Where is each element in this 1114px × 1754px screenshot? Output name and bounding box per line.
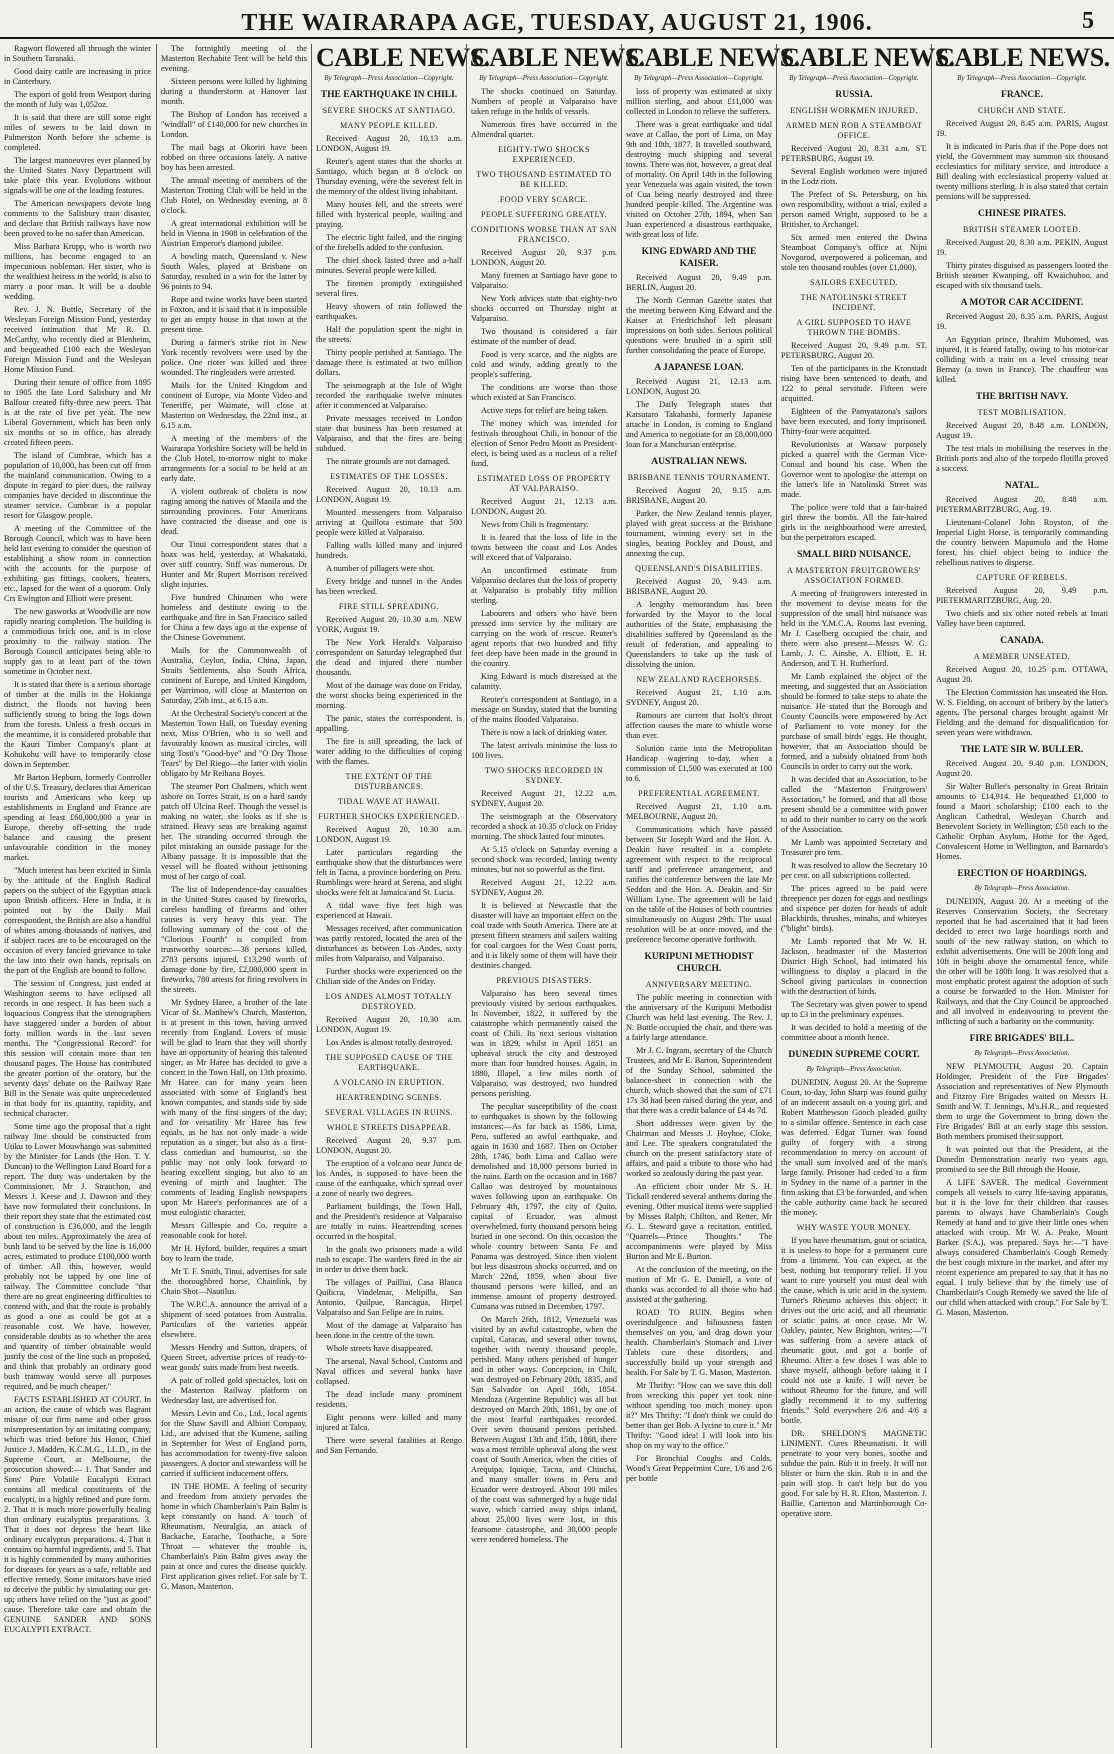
article-subheading: TEST MOBILISATION.: [977, 408, 1067, 417]
article-paragraph: Received August 21, 12.13 a.m. LONDON, August 20.: [626, 377, 772, 396]
column-3: [316, 43, 490, 1748]
article-paragraph: Many houses fell, and the streets were filled with hysterical people, wailing and praying.: [316, 200, 462, 229]
article-paragraph: NEW PLYMOUTH, August 20. Captain Holdinger, President of the Fire Brigades' Association and representatives of New Plymouth and Fitzroy Fire Brigades waited on Messrs H. Smith and W. T. Jennings, M's.H.R., and requested them to urge the Government to bring down the Fire Brigades' Bill at an early stage this session. Both members promised their support.: [936, 1062, 1108, 1141]
article-paragraph: The shocks continued on Saturday. Numbers of people at Valparaiso have taken refuge in the holds of vessels.: [471, 87, 617, 116]
article-headline: THE BRITISH NAVY.: [975, 392, 1069, 402]
article-headline: THE LATE SIR W. BULLER.: [960, 745, 1084, 755]
article-headline: NATAL.: [1004, 481, 1040, 491]
article-paragraph: Short addresses were given by the Chairman and Messrs J. Hoyhoe, Cloke, and Lee. The speakers congratulated the church on the present satisfactory state of affairs, and paid a tribute to those who had worked so zealously during the past year.: [626, 1119, 772, 1178]
article-paragraph: It is indicated in Paris that if the Pope does not yield, the Government may summon six thousand ecclesiastics for military service, and introduce a Bill dealing with ecclesiastical property valued at twenty millions sterling. It is also stated that certain pensions will be suppressed.: [936, 142, 1108, 201]
article-subheading: LOS ANDES ALMOST TOTALLY DESTROYED.: [325, 992, 453, 1011]
article-paragraph: Mails for the United Kingdom and continent of Europe, via Monte Video and Teneriffe, per Waimate, will close at Masterton on Wednesday, the 22nd inst., at 6.15 a.m.: [161, 381, 307, 430]
article-paragraph: The dead include many prominent residents.: [316, 1390, 462, 1409]
article-paragraph: The panic, states the correspondent, is appalling.: [316, 714, 462, 733]
article-paragraph: The Secretary was given power to spend up to £3 in the preliminary expenses.: [781, 1000, 927, 1019]
article-paragraph: In the goals two prisoners made a wild rush to escape. The warders fired in the air in order to drive them back.: [316, 1245, 462, 1274]
article-paragraph: Parliament buildings, the Town Hall, and the President's residence at Valparaiso are totally in ruins. Heartrending scenes occurred in the hospital.: [316, 1202, 462, 1241]
article-subheading: CONDITIONS WORSE THAN AT SAN FRANCISCO.: [471, 225, 618, 244]
article-paragraph: A lengthy memorandum has been forwarded by the Mayor to the local authorities of the State, emphasising the disabilities suffered by Queensland as the result of federation, and appealing to Queenslanders to take up the task of dissolving the union.: [626, 600, 772, 669]
section-masthead: CABLE NEWS.: [316, 43, 490, 72]
article-subheading: THE NATOLINSKI STREET INCIDENT.: [800, 293, 908, 312]
article-paragraph: The public meeting in connection with the anniversary of the Kuripuni Methodist Church was held last evening. The Rev. J. N. Buttle occupied the chair, and there was a fairly large attendance.: [626, 993, 772, 1042]
article-headline: A JAPANESE LOAN.: [654, 363, 744, 373]
article-paragraph: The arsenal, Naval School, Customs and Naval offices and several banks have collapsed.: [316, 1357, 462, 1386]
article-paragraph: During their tenure of office from 1895 to 1905 the late Lord Salisbury and Mr Balfour created fifty-three new peers. That is at the rate of five per year. The new Liberal Government, which has been only six months or so in office, has already created fifteen peers.: [4, 378, 151, 447]
article-paragraph: Miss Barbara Krupp, who is worth two millions, has become engaged to an impecunious nobleman. Her sister, who is the wealthiest heiress in the world, is also to marry a poor man. It will be a double wedding.: [4, 242, 151, 301]
article-paragraph: Received August 20, 10.13 a.m. LONDON, August 19.: [316, 134, 462, 153]
byline: By Telegraph—Press Association—Copyright.: [479, 74, 609, 82]
article-paragraph: It was resolved to allow the Secretary 10 per cent. on all subscriptions collected.: [781, 861, 927, 880]
article-subheading: EIGHTY-TWO SHOCKS EXPERIENCED.: [498, 145, 590, 164]
article-headline: RUSSIA.: [835, 90, 873, 100]
article-paragraph: The Bishop of London has received a "windfall" of £140,000 for new churches in London.: [161, 110, 307, 139]
article-paragraph: Ragwort flowered all through the winter in Southern Taranaki.: [4, 44, 151, 63]
article-paragraph: Received August 21, 12.22 a.m. SYDNEY, August 20.: [471, 789, 617, 808]
section-masthead: CABLE NEWS.: [936, 43, 1110, 72]
article-paragraph: The steamer Port Chalmers, which went ashore on Torres Strait, is on a hard sandy patch off Ulcina Reef. Though the vessel is making no water, she looks as if she is strained. Heavy seas are breaking against her. The stranding occurred through the pilot mistaking an outside passage for the Albany passage. It is impossible that the vessel will be floated without jettisoning most of her cargo of coal.: [161, 782, 307, 881]
article-paragraph: Whole streets have disappeared.: [326, 1344, 433, 1353]
article-paragraph: The Election Commission has unseated the Hon. W. S. Fielding, on account of bribery by the latter's agents. The personal charges brought against Mr Fielding and the demand for disqualification for seven years were withdrawn.: [936, 688, 1108, 737]
article-paragraph: Active steps for relief are being taken.: [481, 406, 608, 415]
article-paragraph: Falling walls killed many and injured hundreds.: [316, 541, 462, 560]
article-subheading: BRITISH STEAMER LOOTED.: [963, 225, 1081, 234]
article-paragraph: The New York Herald's Valparaiso correspondent on Saturday telegraphed that the dead and injured there number thousands.: [316, 638, 462, 677]
article-paragraph: The island of Cumbrae, which has a population of 10,000, has been cut off from the mainland communication. Owing to a dispute in regard to pier dues, the railway companies have decided to discontinue the steamer service. Cumbrae is a popular resort for Glasgow people.: [4, 451, 151, 520]
article-paragraph: Mr Thrifty: "How can we save this doll from wrecking this paper yet took nine without spending too much money upon it?" Mrs Thrifty: "I don't think we could do better than get Bob. A lycine to cure it." Mr Thrifty: "Good idea! I will look into his shop on my way to the office.": [626, 1381, 772, 1450]
article-paragraph: The seismograph at the Isle of Wight recorded the earthquake twelve minutes after it commenced at Valparaiso.: [316, 381, 462, 410]
article-paragraph: It is believed at Newcastle that the disaster will have an important effect on the coal trade with South America. There are at present fifteen steamers and sailers waiting for coal cargoes for the West Coast ports, and it is likely some of them will have their destinies changed.: [471, 901, 617, 970]
article-paragraph: Every bridge and tunnel in the Andes has been wrecked.: [316, 577, 462, 596]
article-paragraph: The annual meeting of members of the Masterton Trotting Club will be held in the Club Hotel, on Wednesday evening, at 8 o'clock.: [161, 176, 307, 215]
article-paragraph: It was decided to hold a meeting of the committee about a month hence.: [781, 1023, 927, 1042]
article-paragraph: Heavy showers of rain followed the earthquakes.: [316, 302, 462, 321]
column-divider: [776, 44, 777, 1748]
page-number: 5: [1082, 8, 1094, 34]
article-paragraph: The test trials in mobilising the reserves in the British ports and also of the torpedo flotilla proved a success.: [936, 444, 1108, 473]
article-paragraph: An efficient choir under Mr S. H. Tickall rendered several anthems during the evening. Other musical items were supplied by Misses Ralph, Chilton, and Retter, Mr G. L. Steward gave a recitation, entitled, "Quarrels—Prince Thoughts." The accompaniments were played by Miss Burton and Mr E. Burton.: [626, 1182, 772, 1261]
article-paragraph: Most of the damage was done on Friday, the worst shocks being experienced in the morning.: [316, 681, 462, 710]
article-paragraph: At the conclusion of the meeting, on the motion of Mr G. E. Daniell, a vote of thanks was accorded to all those who had assisted at the gathering.: [626, 1265, 772, 1304]
column-divider: [311, 44, 312, 1748]
article-paragraph: Numerous fires have occurred in the Almendral quarter.: [471, 120, 617, 139]
article-paragraph: A bowling match, Queensland v. New South Wales, played at Brisbane on Saturday, resulted in a win for the latter by 96 points to 94.: [161, 252, 307, 291]
column-divider: [931, 44, 932, 1748]
article-paragraph: New York advices state that eighty-two shocks occurred on Thursday night at Valparaiso.: [471, 294, 617, 323]
article-subheading: THE SUPPOSED CAUSE OF THE EARTHQUAKE.: [325, 1053, 453, 1072]
article-subheading: PEOPLE SUFFERING GREATLY.: [480, 210, 607, 219]
column-7: [936, 44, 1108, 1748]
article-paragraph: The list of Independence-day casualties in the United States caused by fireworks, careless handling of firearms and other causes is very heavy this year. The following summary of the cost of the "Glorious Fourth" is compiled from trustworthy sources:—38 persons killed, 2783 persons injured, £13,290 worth of damage done by fire, £2,000,000 spent in fireworks, 780 arrests for firing revolvers in the streets.: [161, 885, 307, 994]
article-subheading: BRISBANE TENNIS TOURNAMENT.: [627, 473, 771, 482]
column-1: [4, 44, 151, 1748]
article-headline: AUSTRALIAN NEWS.: [651, 457, 747, 467]
article-paragraph: Received August 20, 9.15 a.m. BRISBANE, August 20.: [626, 486, 772, 505]
article-subheading: ENGLISH WORKMEN INJURED.: [790, 106, 918, 115]
article-paragraph: News from Chili is fragmentary.: [481, 520, 589, 529]
article-paragraph: The villages of Pailliai, Casa Blanca Quilicra, Vindelmar, Melipilla, San Antonio, Quilpue, Rancagua, Hirpel Valparaiso and San Felipe are in ruins.: [316, 1278, 462, 1317]
article-paragraph: Communications which have passed between Sir Joseph Ward and the Hon. A. Deakin have resulted in a complete agreement with respect to the reciprocal tariff and preference arrangement, and ratifies the conference between the late Mr Seddon and the Hon. A. Deakin and Sir William Lyne. The agreement will be laid on the table of the Houses of both countries simultaneously on August 29th. The usual resolution will be at once moved, and the preference become operative forthwith.: [626, 825, 772, 944]
article-paragraph: Mr Lamb reported that Mr W. H. Jackson, headmaster of the Masterton District High School, had intimated his willingness to display a placard in the School giving particulars in connection with the destruction of birds.: [781, 937, 927, 996]
article-paragraph: There were several fatalities at Rengo and San Fernando.: [316, 1436, 462, 1455]
article-paragraph: Received August 20, 10.30 a.m. LONDON, August 19.: [316, 825, 462, 844]
article-paragraph: Received August 21, 1.10 a.m. SYDNEY, August 20.: [626, 688, 772, 707]
article-paragraph: Many firemen at Santiago have gone to Valparaiso.: [471, 271, 617, 290]
article-paragraph: Received August 20, 10.13 a.m. LONDON, August 19.: [316, 485, 462, 504]
article-paragraph: Private messages received in London state that business has been resumed at Valparaiso, and that the fires are being subdued.: [316, 414, 462, 453]
article-paragraph: The Daily Telegraph states that Katsutaro Takahashi, formerly Japanese attache in London, is coming to England and America to negotiate for an £8,000,000 loan for a Manchurian enterprise.: [626, 400, 772, 449]
article-paragraph: Mr Barton Hepburn, formerly Controller of the U.S. Treasury, declares that American tourists and Americans who keep up establishments in England and France are spending at least £60,000,000 a year in Europe, thereby off-setting the trade balance and causing the present unfavourable condition in the money market.: [4, 773, 151, 862]
article-paragraph: Thirty people perished at Santiago. The damage there is estimated at two million dollars.: [316, 348, 462, 377]
article-subheading: A VOLCANO IN ERUPTION.: [333, 1078, 445, 1087]
article-paragraph: The peculiar susceptibility of the coast to earthquakes is shown by the following instances:—As far back as 1586, Lima, Peru, suffered an awful earthquake, and again in 1630 and 1687. Then on October 28th, 1746, both Lima and Callao were demolished and 18,000 persons buried in the ruins. Earth on the occasion and in 1687 Callao was destroyed by mountainous waves following upon an earthquake. On February 4th, 1797, the city of Quito, capital of Ecuador, was almost overwhelmed, forty thousand persons being buried in one second. On this occasion the whole country between Santa Fe and Panama was destroyed. Since then violent but less disastrous shocks occurred, and on March 22nd, 1859, when about five thousand persons were killed, and an immense amount of property destroyed. Cumana was ruined in December, 1797.: [471, 1102, 617, 1311]
article-subheading: FOOD VERY SCARCE.: [499, 195, 589, 204]
column-5: [626, 43, 800, 1748]
article-paragraph: Mr H. Hyford, builder, requires a smart boy to learn the trade.: [161, 1244, 307, 1263]
article-paragraph: Received August 21, 12.22 a.m. SYDNEY, August 20.: [471, 878, 617, 897]
article-paragraph: DR. SHELDON'S MAGNETIC LINIMENT. Cures Rheumatism. It will penetrate to your very bones, soothe and subdue the pain. Rub it in freely. It will not blister or burn the skin. Rub it in and the pain will stop. It can't help but do you good. For sale by H. R. Elton, Masterton. J. Baillie, Carterton and Martinborough Co-operative store.: [781, 1429, 927, 1518]
article-subheading: SEVERE SHOCKS AT SANTIAGO.: [322, 106, 456, 115]
article-paragraph: Further shocks were experienced on the Chilian side of the Andes on Friday.: [316, 967, 462, 986]
article-paragraph: A meeting of the Committee of the Borough Council, which was to have been held last evening to consider the question of establishing a show room in connection with the accounts for the purpose of exhibiting gas fittings, cookers, heaters, etc., lapsed for the want of a quorum. Only Crs Ewington and Elliott were present.: [4, 524, 151, 603]
article-headline: SMALL BIRD NUISANCE.: [797, 550, 911, 560]
byline: By Telegraph—Press Association—Copyright.: [324, 74, 454, 82]
article-headline: FIRE BRIGADES' BILL.: [969, 1034, 1075, 1044]
article-paragraph: Received August 20, 8.31 a.m. ST. PETERSBURG, August 19.: [781, 144, 927, 163]
article-paragraph: It is stated that there is a serious shortage of timber at the mills in the Hokianga district, the floods not having been sufficiently strong to bring the logs down from the forests. Unless a fresh occurs in the meantime, it is considered probable that the Kauri Timber Company's plant at Kohukohu will have to temporarily close down in September.: [4, 680, 151, 769]
article-paragraph: Received August 20, 8.30 a.m. PEKIN, August 19.: [936, 238, 1108, 257]
article-paragraph: It was pointed out that the President, at the Dunedin Demonstration nearly two years ago, promised to see the Bill through the House.: [936, 1145, 1108, 1174]
article-paragraph: Received August 20, 10.30 a.m. LONDON, August 19.: [316, 1015, 462, 1034]
article-paragraph: Received August 20, 9.37 p.m. LONDON, August 20.: [471, 248, 617, 267]
article-paragraph: Received August 21, 12.13 a.m. LONDON, August 20.: [471, 497, 617, 516]
article-paragraph: Lieutenant-Colonel John Royston, of the Imperial Light Horse, is temporarily commanding the country between Mapumulo and the Home forest, his chief object being to induce the rebellious natives to disperse.: [936, 518, 1108, 567]
section-masthead: CABLE NEWS.: [781, 43, 955, 72]
article-paragraph: A meeting of the members of the Wairarapa Yorkshire Society will be held in the Club Hotel, to-morrow night to make arrangements for a social to be held at an early date.: [161, 434, 307, 483]
article-headline: CHINESE PIRATES.: [978, 209, 1066, 219]
article-paragraph: Received August 20, 9.40 p.m. LONDON, August 20.: [936, 759, 1108, 778]
article-headline: DUNEDIN SUPREME COURT.: [788, 1050, 920, 1060]
byline: By Telegraph—Press Association—Copyright.: [634, 74, 764, 82]
article-paragraph: A LIFE SAVER. The medical Government compels all vessels to carry life-saving apparatus, but it is the love for their children that causes parents to always have Chamberlain's Cough Remedy at hand and to give their little ones when attacked with croup. Mr W. A. Peake, Mount Barker (S.A.), was prepared. Says he:—"I have always considered Chamberlain's Cough Remedy the best cough mixture in the market, and after my recent experience am prepared to say that it has no equal. I truly believe that by the timely use of Chamberlain's Cough Remedy we saved the life of our child when attacked with croup." For Sale by T. G. Mason, Masterton.: [936, 1178, 1108, 1317]
article-subheading: A GIRL SUPPOSED TO HAVE THROWN THE BOMBS.: [796, 318, 912, 337]
article-paragraph: Mr Sydney Haree, a brother of the late Vicar of St. Matthew's Church, Masterton, is at present in this town, having arrived recently from England. Lovers of music will be glad to learn that they will shortly have an opportunity of hearing this talented singer, as Mr Haree has decided to give a concert in the Town Hall, on 13th proximo. Mr Haree can for many years been associated with some of England's best known companies, and stands side by side with many of the first singers of the day; and for versatility Mr Haree has few equals, as he has not only made a wide reputation as a singer, but also as a first-class comedian and humourist, so the public may not only look forward to hearing excellent singing, but also to an evening of mirth and laughter. The comments of leading English newspapers upon Mr Haree's performances are of a most eulogistic character.: [161, 998, 307, 1217]
article-paragraph: The mail bags at Okoriri have been robbed on three occasions lately. A native boy has been arrested.: [161, 143, 307, 172]
section-masthead: CABLE NEWS.: [626, 43, 800, 72]
article-paragraph: Sir Walter Buller's personalty in Great Britain amounts to £14,914. He bequeathed £1,000 to found a Maori scholarship; £100 each to the Anglican Cathedral, Wesleyan Church and Benevolent Society in Wellington; £50 each to the Catholic Orphan Asylum, Home for the Aged, Convalescent Home in Wellington, and Barnardo's Homes.: [936, 782, 1108, 861]
article-subheading: ESTIMATES OF THE LOSSES.: [330, 472, 448, 481]
article-paragraph: Thirty pirates disguised as passengers looted the British steamer Kwanping, off Kwaichuhoo, and escaped with six thousand taels.: [936, 261, 1108, 290]
article-paragraph: The conditions are worse than those which existed at San Francisco.: [471, 383, 617, 402]
article-paragraph: Reuter's correspondent at Santiago, in a message on Sunday, stated that the bursting of the mains flooded Valparaiso.: [471, 695, 617, 724]
article-paragraph: The export of gold from Westport during the month of July was 1,052oz.: [4, 90, 151, 109]
article-paragraph: Mr T. F. Smith, Tinui, advertises for sale the thoroughbred horse, Chainlink, by Chain Shot—Nautilus.: [161, 1267, 307, 1296]
article-subheading: FIRE STILL SPREADING.: [338, 602, 440, 611]
article-paragraph: Solution came into the Metropolitan Handicap wagering to-day, when a commission of £1,500 was executed at 100 to 6.: [626, 744, 772, 783]
article-paragraph: Labourers and others who have been pressed into service by the military are carrying on the work of rescue. Reuter's agent reports that two hundred and fifty feet deep have been made in the ground in the country.: [471, 609, 617, 668]
article-paragraph: Two chiefs and six other noted rebels at Imati Valley have been captured.: [936, 609, 1108, 628]
byline: By Telegraph—Press Association.: [806, 1065, 902, 1073]
article-paragraph: DUNEDIN, August 20. At a meeting of the Reserves Conservation Society, the Secretary reported that he had ascertained that it had been decided to erect two large hoardings north and south of the new railway station, on which to exhibit advertisements. One will be 200ft long and 10ft in height above the ornamental fence, while the other will be 180ft long. It was resolved that a most emphatic protest against the adoption of such a course be forwarded to the Hon. Minister for Railways, and that the City Council be approached and all involved in endeavouring to prevent the inflicting of such a barbarity on the community.: [936, 897, 1108, 1026]
article-paragraph: It is said that there are still some eight miles of sewers to be laid down in Palmerston North before the scheme is completed.: [4, 113, 151, 152]
article-subheading: NEW ZEALAND RACEHORSES.: [636, 675, 762, 684]
article-paragraph: Parker, the New Zealand tennis player, played with great success at the Brisbane tournament, winning every set in the singles, beating Pockley and Doust, and annexing the cup.: [626, 509, 772, 558]
article-paragraph: Received August 20, 8.48 a.m. PIETERMARITZBURG, Aug. 19.: [936, 495, 1108, 514]
article-paragraph: The fortnightly meeting of the Masterton Rechabite Tent will be held this evening.: [161, 44, 307, 73]
article-paragraph: Messrs Hendry and Sutton, drapers, of Queen Street, advertise prices of ready-to-wear goods' suits made from best tweeds.: [161, 1343, 307, 1372]
article-paragraph: It is feared that the loss of life in the towns between the coast and Los Andes will exceed that of Valparaiso.: [471, 533, 617, 562]
article-paragraph: Revolutionists at Warsaw purposely picked a quarrel with the German Vice-Consul and bound his case. When the Governor went to apologise the attempt on the latter's life in Natolinski Street was made.: [781, 440, 927, 499]
article-paragraph: Six armed men entered the Dwina Steamboat Company's office at Nijni Novgorod, overpowered a policeman, and stole ten thousand roubles (over £1,000).: [781, 233, 927, 272]
article-subheading: FURTHER SHOCKS EXPERIENCED.: [318, 812, 460, 821]
article-paragraph: There was a great earthquake and tidal wave at Callao, the port of Lima, on May 9th and 10th, 1877. It travelled southward, destroying much shipping and several towns. There was not, however, a great deal of mortality. On April 14th in the following year Venezuela was again visited, the town of Cua being nearly destroyed and three hundred people killed. The Argentine was visited on October 27th, 1894, when San Juan experienced a disastrous earthquake, with great loss of life.: [626, 120, 772, 239]
article-paragraph: An unconfirmed estimate from Valparaiso declares that the loss of property at Valparaiso is probably fifty million sterling.: [471, 566, 617, 605]
article-subheading: A MASTERTON FRUITGROWERS' ASSOCIATION FORMED.: [787, 566, 921, 585]
article-paragraph: Two thousand is considered a fair estimate of the number of dead.: [471, 327, 617, 346]
article-paragraph: Received August 20, 9.49 p.m. ST. PETERSBURG, August 20.: [781, 341, 927, 360]
column-divider: [156, 44, 157, 1748]
article-subheading: ESTIMATED LOSS OF PROPERTY AT VALPARAISO.: [477, 474, 611, 493]
article-paragraph: A pair of rolled gold spectacles, lost on the Masterton Railway platform on Wednesday last, are advertised for.: [161, 1376, 307, 1405]
article-paragraph: A meeting of fruitgrowers interested in the movement to devise means for the suppression of the small bird nuisance was held in the Y.M.C.A. Rooms last evening. Mr J. Caselberg occupied the chair, and there were also present—Messrs W. G. Lamb, J. C. Ainsbe, A. Elliott, E. H. Anderson, and T. H. Rutherford.: [781, 589, 927, 668]
article-subheading: HEARTRENDING SCENES.: [336, 1093, 442, 1102]
article-paragraph: Five hundred Chinamen who were homeless and destitute owing to the earthquake and fire in San Francisco sailed for China a few days ago at the expense of the Chinese Government.: [161, 593, 307, 642]
article-paragraph: Rev. J. N. Buttle, Secretary of the Wesleyan Foreign Mission Fund, yesterday received intimation that Mr R. D. McCarthy, who recently died at Blenheim, and bequeathed £100 each the Wesleyan Foreign Mission Fund and the Wesleyan Home Mission Fund.: [4, 305, 151, 374]
article-paragraph: A great international exhibition will be held in Vienna in 1908 in celebration of the Austrian Emperor's diamond jubilee.: [161, 219, 307, 248]
article-paragraph: Received August 21, 1.10 a.m. MELBOURNE, August 20.: [626, 802, 772, 821]
article-headline: KING EDWARD AND THE KAISER.: [641, 247, 757, 269]
article-paragraph: There is now a lack of drinking water.: [481, 728, 608, 737]
article-paragraph: Eight persons were killed and many injured at Talca.: [316, 1413, 462, 1432]
article-paragraph: Los Andes is almost totally destroyed.: [326, 1038, 453, 1047]
section-masthead: CABLE NEWS.: [471, 43, 645, 72]
article-paragraph: Our Tinui correspondent states that a hoax was held, yesterday, at Whakataki, over stiff country. Stiff was numerous. Dr Hunter and Mr Rupert Morrison received slight injuries.: [161, 540, 307, 589]
article-headline: FRANCE.: [1001, 90, 1043, 100]
article-paragraph: Mr Lamb was appointed Secretary and Treasurer pro tem.: [781, 838, 927, 857]
article-paragraph: DUNEDIN, August 20. At the Supreme Court, to-day, John Sharp was found guilty of an indecent assault on a young girl, and Robert Matthewson Gooch pleaded guilty to a similar offence. Sentence in each case was deferred. Edgar Turner was found guilty of forgery with a strong recommendation to mercy on account of the small sum involved and of the man's large family. Prisoner had ceded to a firm in Sydney in the name of a partner in the firm asking that £3 be forwarded, and when the cable authority came back he secured the money.: [781, 1078, 927, 1217]
article-paragraph: If you have rheumatism, gout or sciatica, it is useless to hope for a permanent cure from a liniment. You can expect, at the best, nothing but temporary relief. If you want to cure yourself you must deal with the cause, which is uric acid in the system. Turner's Rheumo achieves this object; it drives out the uric acid, and all rheumatic or sciatic pains at once cease. Mr W. Oakley, painter, New Brighton, writes:—"I was suffering from a severe attack of rheumatic gout, and got a bottle of Rheumo. After a few doses I was able to shave myself, although before taking it I could not use a knife. I will never be without Rheumo for the future, and will gladly recommend it to my suffering friends." Sold everywhere 2/6 and 4/6 a bottle.: [781, 1236, 927, 1425]
article-paragraph: Good dairy cattle are increasing in price in Canterbury.: [4, 67, 151, 86]
article-subheading: PREVIOUS DISASTERS.: [496, 976, 592, 985]
article-paragraph: Received August 20, 9.43 a.m. BRISBANE, August 20.: [626, 577, 772, 596]
article-paragraph: A tidal wave five feet high was experienced at Hawaii.: [316, 901, 462, 920]
article-paragraph: Received August 20, 9.49 p.m. PIETERMARITZBURG, Aug. 20.: [936, 586, 1108, 605]
article-paragraph: Received August 20, 9.49 p.m. BERLIN, August 20.: [626, 273, 772, 292]
article-paragraph: The latest arrivals minimise the loss to 100 lives.: [471, 741, 617, 760]
article-subheading: WHOLE STREETS DISAPPEAR.: [326, 1123, 452, 1132]
article-subheading: SEVERAL VILLAGES IN RUINS.: [324, 1108, 454, 1117]
article-paragraph: The police were told that a fair-haired girl threw the bombs. All the fair-haired girls in the neighbourhood were arrested, but the perpetrators escaped.: [781, 503, 927, 542]
article-paragraph: "Much interest has been excited in Simla by the attitude of the English Radical papers on the subject of the Egyptian attack upon British officers. Here in India, it is pointed out by the Daily Mail correspondent, the British are also a handful of whites among thousands of natives, and if subject races are to be encouraged on the occasion of every fancied grievance to take the law into their own hands, reprisals on the part of the English are bound to follow.: [4, 866, 151, 975]
article-paragraph: Received August 20, 8.35 a.m. PARIS, August 19.: [936, 312, 1108, 331]
byline: By Telegraph—Press Association—Copyright.: [789, 74, 919, 82]
article-paragraph: The North German Gazette states that the meeting between King Edward and the Kaiser at Friedrichshof left pleasant impressions on both sides. Serious political questions were brushed in a spirit still further consolidating the peace of Europe.: [626, 296, 772, 355]
article-subheading: ANNIVERSARY MEETING.: [645, 980, 753, 989]
column-divider: [466, 44, 467, 1748]
article-paragraph: Mr Lamb explained the object of the meeting, and suggested that an Association should be formed to take steps to abate the nuisance. He stated that the Borough and County Councils were empowered by Act of Parliament to vote money for the purchase of small birds' eggs. He thought, however, that an Association should be formed, and a subsidy obtained from both Councils in order to carry out the work.: [781, 672, 927, 771]
article-headline: CANADA.: [1000, 636, 1044, 646]
article-subheading: TWO SHOCKS RECORDED IN SYDNEY.: [484, 766, 604, 785]
article-headline: THE EARTHQUAKE IN CHILI.: [320, 90, 458, 100]
column-divider: [621, 44, 622, 1748]
article-paragraph: The new gasworks at Woodville are now rapidly nearing completion. The building is a commodious brick one, and is in close proximity to the railway station. The Borough Council anticipates being able to supply gas to at least part of the town sometime in October next.: [4, 607, 151, 676]
article-paragraph: The session of Congress, just ended at Washington seems to have eclipsed all records in one respect. It has been such a loquacious Congress that the stenographers have staggered under a burden of about forty million words in the last seven months. The "Congressional Record" for this session will contain more than ten thousand pages. The House has contributed the greater portion of the oratory, but the seventy days' debate on the Railway Rate Bill in the Senate was quite unprecedented in that body for its quantity, rapidity, and technical character.: [4, 979, 151, 1118]
article-paragraph: The electric light failed, and the ringing of the firebells added to the confusion.: [316, 233, 462, 252]
article-headline: A MOTOR CAR ACCIDENT.: [960, 298, 1084, 308]
article-paragraph: King Edward is much distressed at the calamity.: [471, 672, 617, 691]
article-paragraph: Sixteen persons were killed by lightning during a thunderstorm at Hanover last month.: [161, 77, 307, 106]
article-paragraph: The largest manoeuvres ever planned by the United States Navy Department will take place this year. Evolutions without signals will be one of the leading features.: [4, 156, 151, 195]
article-paragraph: IN THE HOME. A feeling of security and freedom from anxiety pervades the home in which Chamberlain's Pain Balm is kept constantly on hand. A touch of Rheumatism, Neuralgia, an attack of Backache, Earache, Toothache, a Sore Throat — whatever the trouble is, Chamberlain's Pain Balm gives away the pain at once and cures the disease quickly. First application gives relief. For sale by T. G. Mason, Masterton.: [161, 1482, 307, 1591]
article-subheading: THE EXTENT OF THE DISTURBANCES.: [345, 772, 433, 791]
article-paragraph: Messrs Gillespie and Co. require a reasonable cook for hotel.: [161, 1221, 307, 1240]
byline: By Telegraph—Press Association.: [974, 1049, 1070, 1057]
byline: By Telegraph—Press Association—Copyright.: [957, 74, 1087, 82]
column-4: [471, 43, 645, 1748]
article-paragraph: Ten of the participants in the Kronstadt rising have been sentenced to death, and 122 to penal servitude. Fifteen were acquitted.: [781, 364, 927, 403]
article-paragraph: Mr J. C. Ingram, secretary of the Church Trustees, and Mr E. Barton, Superintendent of the Sunday School, submitted the balance-sheet in connection with the church, which showed that the sum of £71 17s 3d had been raised during the year, and that there was a credit balance of £4 4s 7d.: [626, 1046, 772, 1115]
article-paragraph: The prices agreed to be paid were threepence per dozen for eggs and nestlings and sixpence per dozen for heads of adult Blackbirds, thrushes, minahs, and whiteyes ("blight" birds).: [781, 884, 927, 933]
article-paragraph: Messages received, after communication was partly restored, located the area of the disturbances as between Los Andes, sixty miles from Valparaiso, and Valparaiso.: [316, 924, 462, 963]
article-subheading: QUEENSLAND'S DISABILITIES.: [635, 564, 763, 573]
article-paragraph: Received August 20, 8.45 a.m. PARIS, August 19.: [936, 119, 1108, 138]
article-paragraph: Received August 20, 10.30 a.m. NEW YORK, August 19.: [316, 615, 462, 634]
article-paragraph: The seismograph at the Observatory recorded a shock at 10.35 o'clock on Friday morning. The shock lasted four minutes.: [471, 812, 617, 841]
article-paragraph: Mounted messengers from Valparaiso arriving at Quillota estimate that 500 people were killed at Valparaiso.: [316, 508, 462, 537]
article-headline: ERECTION OF HOARDINGS.: [957, 869, 1087, 879]
article-paragraph: A number of pillagers were shot.: [326, 564, 435, 573]
article-paragraph: Several English workmen were injured in the Lodz riots.: [781, 167, 927, 186]
article-paragraph: Valparaiso has been several times previously visited by serious earthquakes. In November, 1822, it suffered by the catastrophe which permanently raised the coast of Chili. Its next serious visitation was in 1829, whilst in April 1851 an upheaval struck the city and destroyed more than four hundred houses. Again, in 1880, Illapel, a few miles north of Valparaiso, was destroyed, two hundred persons perishing.: [471, 989, 617, 1098]
article-paragraph: Reuter's agent states that the shocks at Santiago, which began at 8 o'clock on Thursday evening, were the severest felt in the memory of the oldest living inhabitant.: [316, 157, 462, 196]
byline: By Telegraph—Press Association.: [974, 884, 1070, 892]
article-paragraph: Food is very scarce, and the nights are cold and windy, adding greatly to the people's suffering.: [471, 350, 617, 379]
article-paragraph: Messrs Levin and Co., Ltd., local agents for the Shaw Savill and Albion Company, Ltd., are advised that the Kumene, sailing in September for West of England ports, has accommodation for twenty-five saloon passengers. A doctor and stewardess will be carried if sufficient inducement offers.: [161, 1409, 307, 1478]
article-paragraph: It was decided that an Association, to be called the "Masterton Fruitgrowers' Association," be formed, and that all those present should be a committee with power to add to their number to carry on the work of the Association.: [781, 775, 927, 834]
article-subheading: WHY WASTE YOUR MONEY.: [796, 1223, 912, 1232]
article-subheading: PREFERENTIAL AGREEMENT.: [638, 789, 760, 798]
article-paragraph: An Egyptian prince, Ibrahim Muhomed, was injured, it is feared fatally, owing to his motor-car colliding with a train on a level crossing near Bernay (a town in France). The chauffeur was killed.: [936, 335, 1108, 384]
article-paragraph: For Bronchial Coughs and Colds, Wood's Great Peppermint Cure, 1/6 and 2/6 per bottle: [626, 1454, 772, 1483]
article-paragraph: The firemen promptly extinguished several fires.: [316, 279, 462, 298]
article-paragraph: Some time ago the proposal that a tight railway line should be constructed from Utiku to Lower Mouwhango was submitted by the Minister for Lands (the Hon. T. Y. Duncan) to the Wellington Land Board for a report. The duty was undertaken by the Commissioner, Mr J. Strauchon, and Messrs J. Keese and J. Dawson and they have now formulated their conclusions. In their report they state that the estimated cost of construction is £36,000, and the length about ten miles. Approximately the area of bush land to be served by the line is 16,000 acres, estimated to produce £100,000 worth of timber. All this, however, would probably not be tapped by one line of railway. The Committee conclude "that there are no great engineering difficulties to contend with, and that the route is probably as good a one as could be got at a reasonable cost. We have, however, considerable doubts as to whether the area and quantity of timber obtainable would justify the cost of the line such as proposed, and think that probably an ordinary good bush tramway would serve all purposes required, and be much cheaper.": [4, 1122, 151, 1391]
article-subheading: CAPTURE OF REBELS.: [976, 573, 1068, 582]
article-paragraph: Mails for the Commonwealth of Australia, Ceylon, India, China, Japan, Straits Settlements, also South Africa, continent of Europe, and United Kingdom, per Warrimoo, will close at Masterton on Saturday, 25th inst., at 6.15 a.m.: [161, 646, 307, 705]
article-paragraph: Half the population spent the night in the streets.: [316, 325, 462, 344]
article-paragraph: The eruption of a volcano near Junca de los Andes, is supposed to have been the cause of the earthquake, which spread over a zone of nearly two degrees.: [316, 1159, 462, 1198]
masthead-rule: [0, 37, 1114, 39]
article-paragraph: The chief shock lasted three and a-half minutes. Several people were killed.: [316, 256, 462, 275]
article-subheading: SAILORS EXECUTED.: [809, 278, 899, 287]
article-subheading: TWO THOUSAND ESTIMATED TO BE KILLED.: [476, 170, 612, 189]
article-paragraph: Received August 20, 9.37 p.m. LONDON, August 20.: [316, 1136, 462, 1155]
article-paragraph: Most of the damage at Valparaiso has been done in the centre of the town.: [316, 1321, 462, 1340]
article-paragraph: Received August 20, 8.48 a.m. LONDON, August 19.: [936, 421, 1108, 440]
article-paragraph: The American newspapers devote long comments to the Salisbury train disaster, and declare that British railways have now been proved to be no safer than American.: [4, 199, 151, 238]
article-paragraph: At 5.15 o'clock on Saturday evening a second shock was recorded, lasting twenty minutes, but not so powerful as the first.: [471, 845, 617, 874]
article-paragraph: Rope and twine works have been started in Foxton, and it is said that it is impossible to get an empty house in that town at the present time.: [161, 295, 307, 334]
article-paragraph: During a farmer's strike riot in New York recently revolvers were used by the police. One rioter was killed and three wounded. The ringleaders were arrested.: [161, 338, 307, 377]
masthead: [0, 0, 1114, 40]
article-headline: KURIPUNI METHODIST CHURCH.: [644, 952, 754, 974]
article-paragraph: The money which was intended for festivals throughout Chili, in honour of the election of Senor Pedro Montt as President-elect, is being used as a nucleus of a relief fund.: [471, 419, 617, 468]
column-6: [781, 43, 955, 1748]
column-2: [161, 44, 307, 1748]
article-paragraph: Eighteen of the Pamyatazona's sailors have been executed, and forty imprisoned. Thirty-four were acquitted.: [781, 407, 927, 436]
article-paragraph: loss of property was estimated at sixty million sterling, and about £11,000 was collected in London to relieve the sufferers.: [626, 87, 772, 116]
article-subheading: CHURCH AND STATE.: [977, 106, 1067, 115]
article-paragraph: The fire is still spreading, the lack of water adding to the difficulties of coping with the flames.: [316, 737, 462, 766]
article-paragraph: ROAD TO RUIN. Begins when overindulgence and biliousness fasten themselves on you, and drag down your health. Chamberlain's Stomach and Liver Tablets cure these disorders, and successfully build up your strength and health. For Sale by T. G. Mason, Masterton.: [626, 1308, 772, 1377]
article-paragraph: The Prefect of St. Petersburg, on his own responsibility, without a trial, exiled a person named Wright, supposed to be a Britisher, to Archangel.: [781, 190, 927, 229]
article-paragraph: The W.P.C.A. announce the arrival of a shipment of seed potatoes from Australia. Particulars of the varieties appear elsewhere.: [161, 1300, 307, 1339]
article-paragraph: At the Orchestral Society's concert at the Masterton Town Hall, on Tuesday evening next, Miss O'Brien, who is so well and favourably known as musical circles, will sing Tosti's "Good-bye" and "O Dry Those Tears" by Del Riego—the latter with violin obligato by Mr Reihana Boyes.: [161, 709, 307, 778]
article-paragraph: Later particulars regarding the earthquake show that the disturbances were felt in Tacna, a province bordering on Peru. Rumblings were heard at Serena, and slight shocks were felt at Jamaica and St. Lucia.: [316, 848, 462, 897]
article-subheading: ARMED MEN ROB A STEAMBOAT OFFICE.: [785, 121, 923, 140]
article-paragraph: On March 26th, 1812, Venezuela was visited by an awful catastrophe, when the capital, Caracas, and several other towns, together with twenty thousand people, perished. Many others perished of hunger and in other ways. Concepcion, in Chili, was destroyed on February 20th, 1835, and San Salvador on April 16th, 1854. Mendoza (Argentine Republic) was all but destroyed on March 20th, 1861, by one of the most fearful earthquakes recorded. Over seven thousand persons perished. Between August 13th and 15th, 1868, there was a most terrible upheaval along the west coast of South America, when the cities of Arequipa, Iquique, Tacna, and Chincha, and many smaller towns in Peru and Ecuador were destroyed. About 100 miles of the coast was submerged by a huge tidal wave, which carried away ships inland, about 25,000 lives were lost, in this fearsome catastrophe, and 30,000 people were rendered homeless. The: [471, 1315, 617, 1544]
article-subheading: TIDAL WAVE AT HAWAII.: [338, 797, 440, 806]
article-subheading: A MEMBER UNSEATED.: [973, 652, 1071, 661]
article-subheading: MANY PEOPLE KILLED.: [340, 121, 438, 130]
article-paragraph: Rumours are current that Isolt's throat affection causes the mare to whistle worse than ever.: [626, 711, 772, 740]
article-paragraph: Received August 20, 10.25 p.m. OTTAWA, August 20.: [936, 665, 1108, 684]
article-paragraph: A violent outbreak of cholera is now raging among the natives of Manila and the surrounding provinces. Four Americans have contracted the disease and one is dead.: [161, 487, 307, 536]
newspaper-title: THE WAIRARAPA AGE, TUESDAY, AUGUST 21, 1906.: [241, 10, 873, 36]
article-paragraph: FACTS ESTABLISHED AT COURT. In an action, the cause of which was flagrant misuse of our firm name and other gross misrepresentation by an imitating company, which was tried before his Honor, Chief Justice J. Madden, K.C.M.G., LL.D., in the Supreme Court, at Melbourne, the prosecution showed:— 1. That Sander and Sons' Pure Volatile Eucalypti Extract contains all medical constituents of the eucalypti, in a highly refined and pure form. 2. That it is much more powerfully healing than ordinary eucalyptus preparations. 3. That it does not depress the heart like ordinary eucalyptus preparations. 4. That it contains no harmful ingredients, and 5. That it is highly commended by many authorities for diseases for years as a safe, reliable and effective remedy. Some imitators have tried to deceive the public by simulating our get-up; others have relied on the "just as good" cause. Therefore take care and obtain the GENUINE SANDER AND SONS EUCALYPTI EXTRACT.: [4, 1395, 151, 1634]
article-paragraph: The nitrate grounds are not damaged.: [326, 457, 450, 466]
